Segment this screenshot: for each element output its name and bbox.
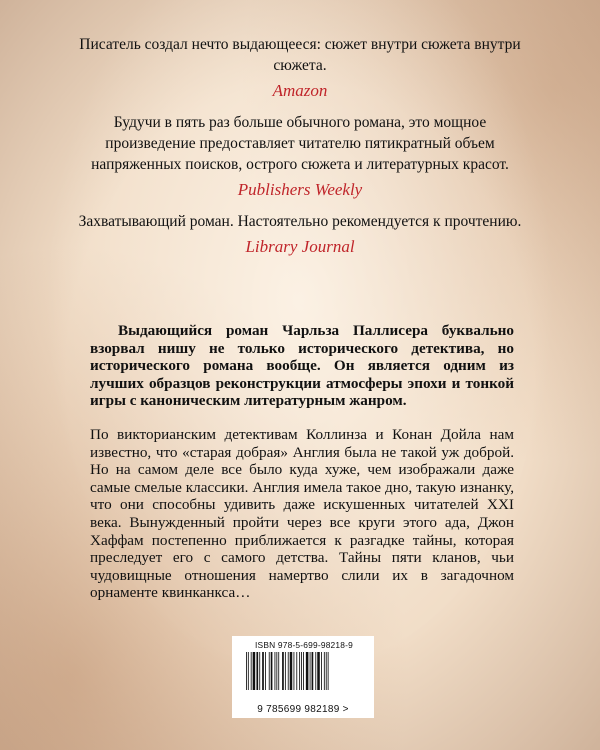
barcode-bar bbox=[275, 652, 276, 690]
synopsis-paragraph: По викторианским детективам Коллинза и Конан Дойла нам известно, что «старая добрая» Англия была не такой уж доброй. Но на самом деле все было куда хуже, чем изображали даже самые смелые классики. Англия имела такое дно, такую изнанку, что они способны удивить даже искушенных читателей XXI века. Вынужденный пройти через все круги этого ада, Джон Хаффам постепенно приближается к разгадке тайны, которая преследует его с самого детства. Тайны пяти кланов, чьи чудовищные отношения намертво слили их в загадочном орнаменте квинканкса… bbox=[90, 425, 514, 602]
synopsis-paragraph-lead: Выдающийся роман Чарльза Паллисера буквально взорвал нишу не только исторического детектива, но исторического романа вообще. Он является одним из лучших образцов реконструкции атмосферы эпохи и тонкой игры с каноническим литературным жанром. bbox=[90, 322, 514, 410]
barcode-bar bbox=[288, 652, 289, 690]
barcode-bar bbox=[301, 652, 302, 690]
barcode-bar bbox=[246, 652, 247, 690]
barcode-bar bbox=[317, 652, 320, 690]
barcode-bar bbox=[248, 652, 249, 690]
barcode-bar bbox=[315, 652, 316, 690]
barcode-bar bbox=[251, 652, 252, 690]
reviews-section bbox=[70, 34, 530, 268]
isbn-barcode-block bbox=[232, 636, 374, 718]
barcode-digits: 9 785699 982189 > bbox=[257, 704, 349, 715]
barcode-bar bbox=[276, 652, 277, 690]
barcode-bar bbox=[282, 652, 284, 690]
barcode-bar bbox=[324, 652, 325, 690]
barcode-bar bbox=[294, 652, 295, 690]
barcode-bar bbox=[310, 652, 311, 690]
barcode-bar bbox=[271, 652, 273, 690]
barcode-bar bbox=[256, 652, 258, 690]
barcode-bar bbox=[269, 652, 270, 690]
barcode-bar bbox=[259, 652, 260, 690]
barcode-bar bbox=[285, 652, 286, 690]
barcode-bar bbox=[296, 652, 297, 690]
review-quote: Будучи в пять раз больше обычного романа, это мощное произведение предоставляет читателю пятикратный объем напряженных поисков, острого сюжета и литературных красот. bbox=[91, 114, 509, 173]
barcode-bar bbox=[306, 652, 309, 690]
review-source: Publishers Weekly bbox=[237, 180, 363, 199]
barcode-bar bbox=[299, 652, 300, 690]
barcode-bar bbox=[326, 652, 327, 690]
review-source: Amazon bbox=[272, 81, 328, 100]
barcode-bar bbox=[278, 652, 279, 690]
isbn-label: ISBN 978-5-699-98218-9 bbox=[255, 640, 353, 650]
barcode-icon bbox=[244, 652, 362, 702]
barcode-bar bbox=[262, 652, 264, 690]
review-quote: Захватывающий роман. Настоятельно рекомендуется к прочтению. bbox=[78, 213, 522, 230]
barcode-bar bbox=[321, 652, 322, 690]
barcode-bar bbox=[303, 652, 304, 690]
barcode-bar bbox=[290, 652, 293, 690]
barcode-bar bbox=[328, 652, 329, 690]
barcode-bar bbox=[265, 652, 266, 690]
review-source: Library Journal bbox=[245, 237, 355, 256]
barcode-bar bbox=[253, 652, 256, 690]
barcode-bar bbox=[312, 652, 314, 690]
review-quote: Писатель создал нечто выдающееся: сюжет внутри сюжета внутри сюжета. bbox=[79, 36, 521, 74]
synopsis bbox=[90, 322, 514, 618]
